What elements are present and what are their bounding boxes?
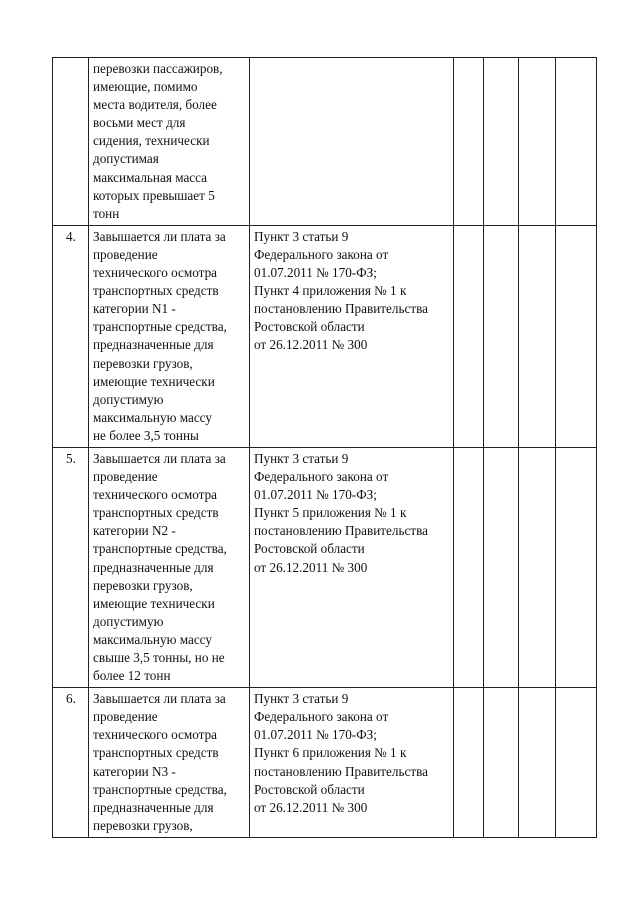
note-cell: [556, 447, 597, 687]
answer-yes-cell: [454, 225, 484, 447]
answer-no-cell: [484, 447, 519, 687]
answer-yes-cell: [454, 58, 484, 226]
question-cell: перевозки пассажиров, имеющие, помимо места водителя, более восьми мест для сидения, технически допустимая максимальная масса которых превышает 5 тонн: [89, 58, 250, 226]
answer-no-cell: [484, 688, 519, 838]
answer-no-cell: [484, 58, 519, 226]
table-row: [53, 447, 597, 687]
table-row: [53, 58, 597, 226]
question-cell: Завышается ли плата за проведение технического осмотра транспортных средств категории N1 - транспортные средства, предназначенные для перевозки грузов, имеющие технически допустимую максимальную массу не более 3,5 тонны: [89, 225, 250, 447]
answer-yes-cell: [454, 688, 484, 838]
answer-no-cell: [484, 225, 519, 447]
note-cell: [556, 58, 597, 226]
answer-na-cell: [519, 58, 556, 226]
note-cell: [556, 688, 597, 838]
note-cell: [556, 225, 597, 447]
question-cell: Завышается ли плата за проведение технического осмотра транспортных средств категории N3 - транспортные средства, предназначенные для перевозки грузов,: [89, 688, 250, 838]
reference-cell: Пункт 3 статьи 9 Федерального закона от 01.07.2011 № 170-ФЗ; Пункт 5 приложения № 1 к постановлению Правительства Ростовской области от 26.12.2011 № 300: [250, 447, 454, 687]
row-number: 4.: [53, 225, 89, 447]
table-row: [53, 225, 597, 447]
reference-cell: Пункт 3 статьи 9 Федерального закона от 01.07.2011 № 170-ФЗ; Пункт 4 приложения № 1 к постановлению Правительства Ростовской области от 26.12.2011 № 300: [250, 225, 454, 447]
question-cell: Завышается ли плата за проведение технического осмотра транспортных средств категории N2 - транспортные средства, предназначенные для перевозки грузов, имеющие технически допустимую максимальную массу свыше 3,5 тонны, но не более 12 тонн: [89, 447, 250, 687]
table-row: [53, 688, 597, 838]
reference-cell: Пункт 3 статьи 9 Федерального закона от 01.07.2011 № 170-ФЗ; Пункт 6 приложения № 1 к постановлению Правительства Ростовской области от 26.12.2011 № 300: [250, 688, 454, 838]
row-number: 6.: [53, 688, 89, 838]
answer-na-cell: [519, 688, 556, 838]
reference-cell: [250, 58, 454, 226]
checklist-table: [52, 57, 597, 838]
row-number: [53, 58, 89, 226]
answer-yes-cell: [454, 447, 484, 687]
row-number: 5.: [53, 447, 89, 687]
answer-na-cell: [519, 447, 556, 687]
answer-na-cell: [519, 225, 556, 447]
